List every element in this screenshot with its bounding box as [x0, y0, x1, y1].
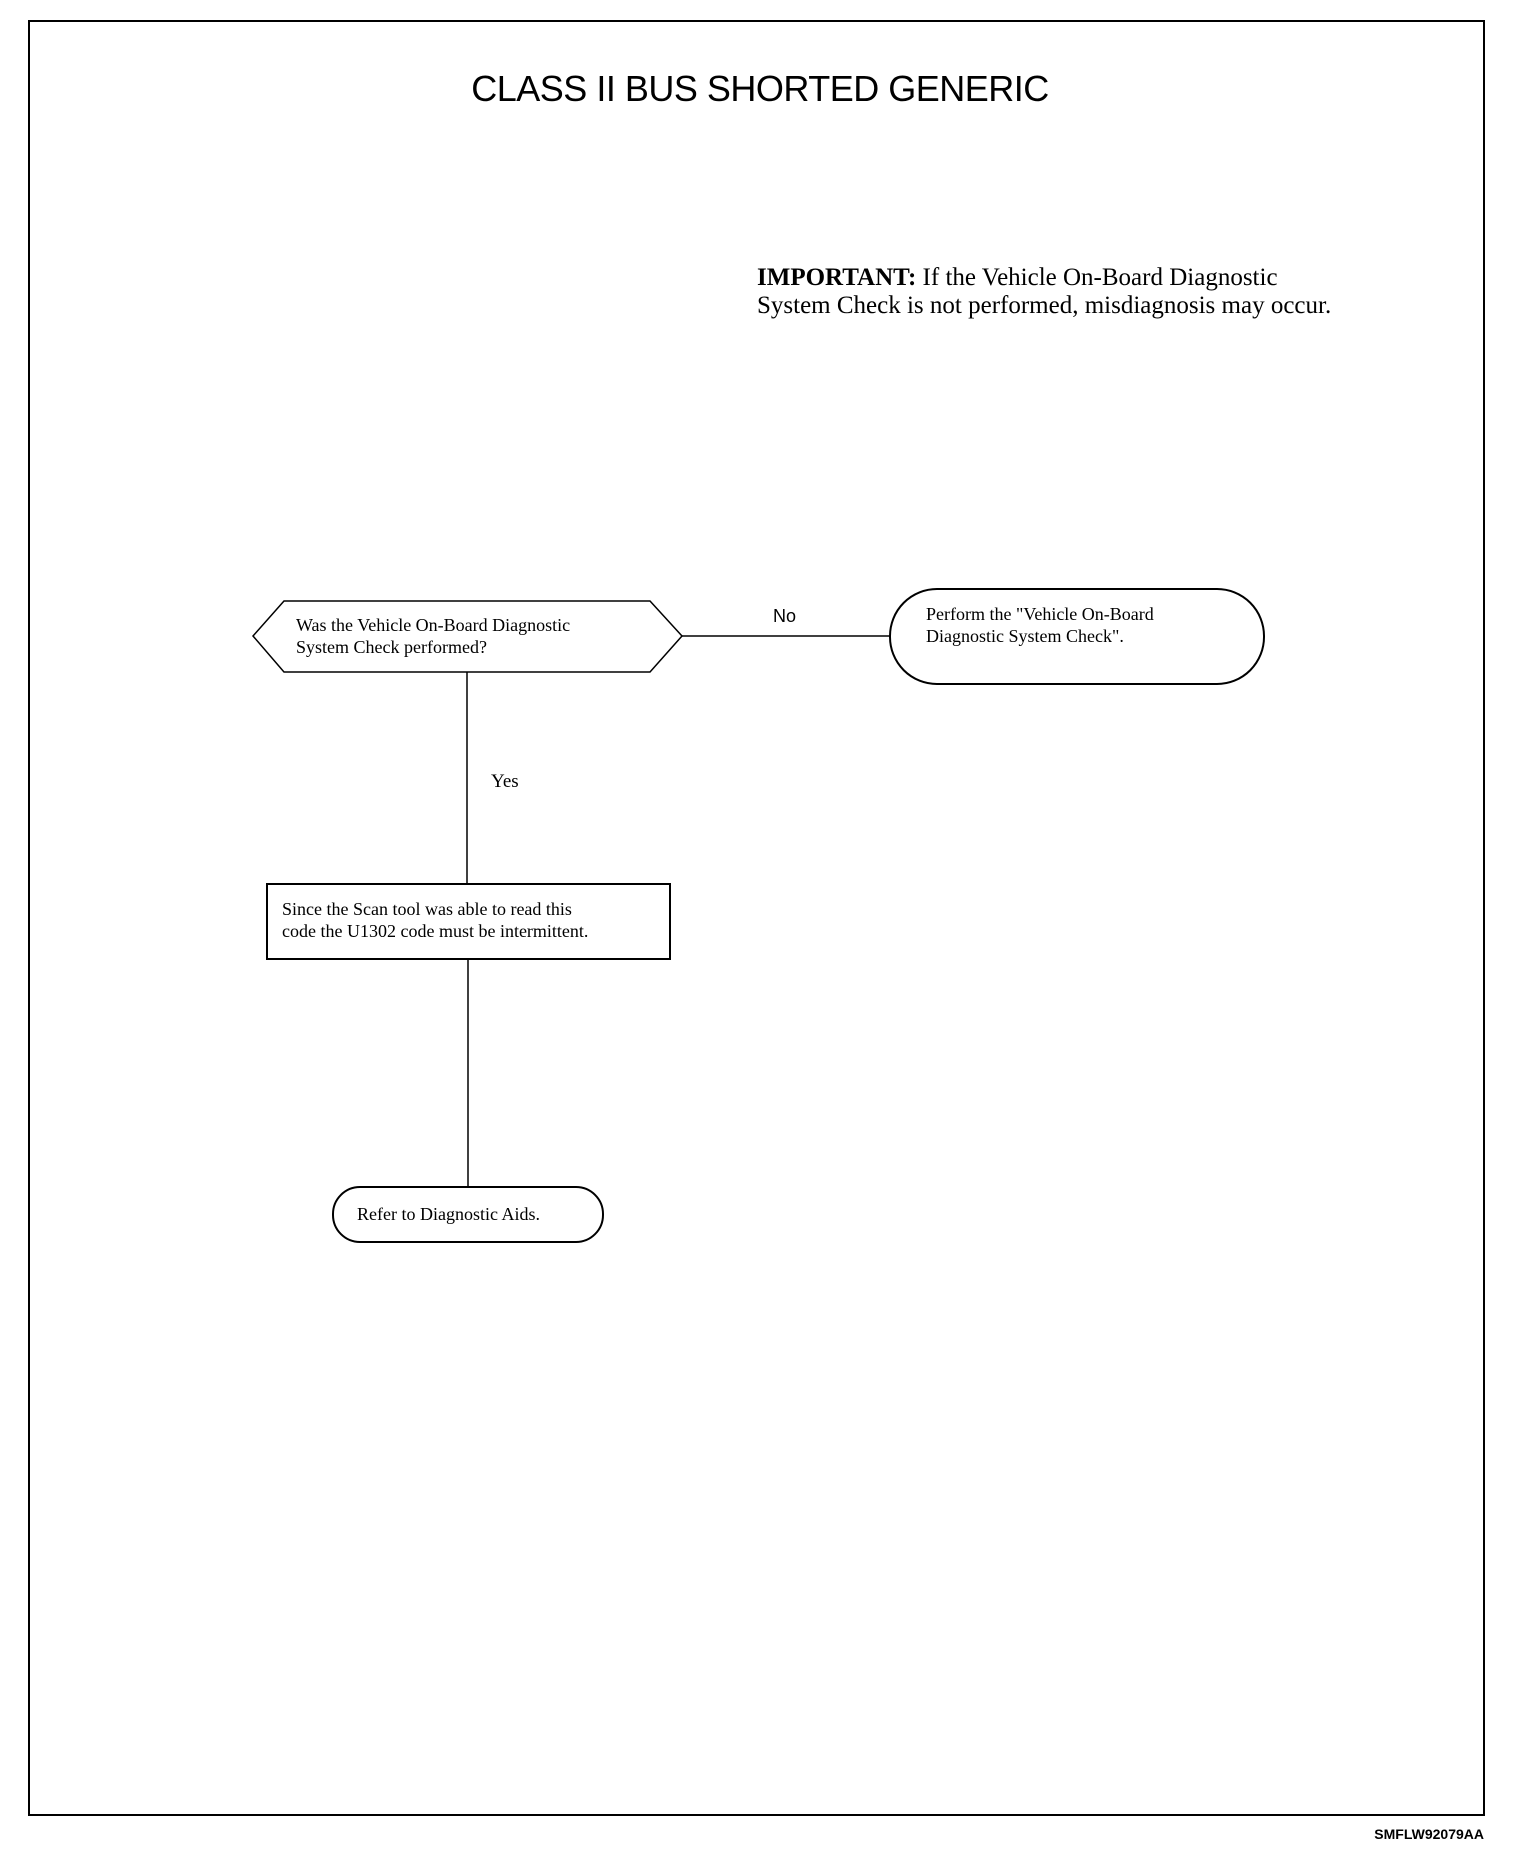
process-line1: Since the Scan tool was able to read this — [282, 899, 572, 919]
decision-line1: Was the Vehicle On-Board Diagnostic — [296, 615, 571, 635]
process-line2: code the U1302 code must be intermittent. — [282, 921, 589, 941]
page-title: CLASS II BUS SHORTED GENERIC — [471, 68, 1049, 109]
important-label: IMPORTANT: — [757, 264, 917, 291]
decision-text — [296, 614, 570, 658]
no-label: No — [773, 606, 797, 626]
decision-line2: System Check performed? — [296, 637, 487, 657]
no-result-line1: Perform the "Vehicle On-Board — [926, 604, 1154, 624]
figure-code: SMFLW92079AA — [1374, 1826, 1484, 1842]
terminal-text: Refer to Diagnostic Aids. — [357, 1204, 540, 1224]
no-result-text — [926, 603, 1154, 647]
process-text — [282, 898, 588, 942]
no-result-line2: Diagnostic System Check". — [926, 626, 1124, 646]
important-line2: System Check is not performed, misdiagnosis may occur. — [757, 292, 1332, 319]
important-line1: If the Vehicle On-Board Diagnostic — [922, 264, 1278, 291]
yes-label: Yes — [491, 771, 519, 792]
